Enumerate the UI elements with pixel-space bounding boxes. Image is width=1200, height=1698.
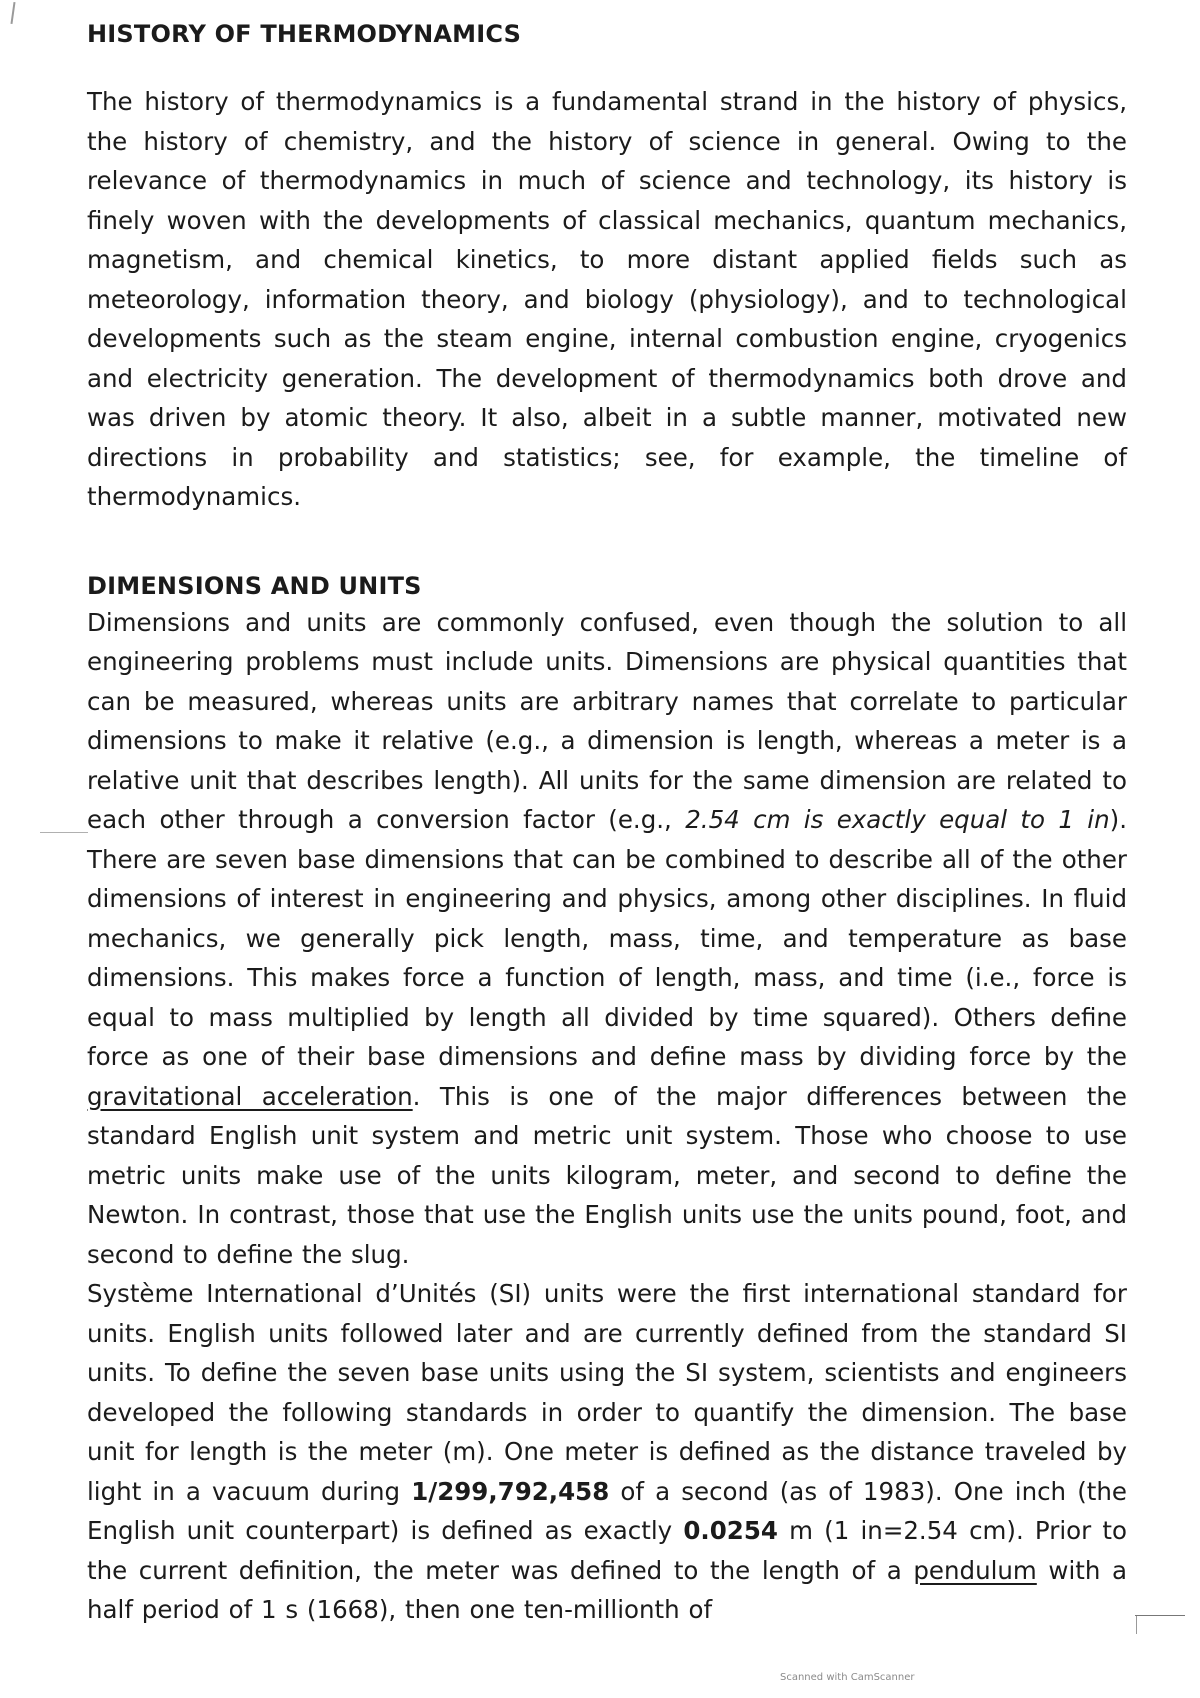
paragraph-text: with a half period of 1 s (1668), then one ten-millionth of <box>87 1555 1127 1624</box>
italic-example: 2.54 cm is exactly equal to 1 in <box>685 805 1110 834</box>
scan-corner-mark-vertical <box>1136 1616 1137 1634</box>
paragraph-text: Dimensions and units are commonly confused, even though the solution to all engineering problems must include units. Dimensions are physical quantities that can be measured, whereas units are arbitrary names that correlate to particular dimensions to make it relative (e.g., a dimension is length, whereas a meter is a relative unit that describes length). All units for the same dimension are related to each other through a conversion factor (e.g., <box>87 607 1127 834</box>
paragraph-text: of a second (as of 1983). One inch (the English unit counterpart) is defined as exactly <box>87 1476 1127 1545</box>
scanner-watermark: Scanned with CamScanner <box>780 1672 915 1683</box>
paragraph-text: Système International d’Unités (SI) units were the first international standard for units. English units followed later and are currently defined from the standard SI units. To define the seven base units using the SI system, scientists and engineers developed the following standards in order to quantify the dimension. The base unit for length is the meter (m). One meter is defined as the distance traveled by light in a vacuum during <box>87 1279 1127 1506</box>
dimensions-paragraph-2 <box>87 1274 1127 1630</box>
section-heading-dimensions: DIMENSIONS AND UNITS <box>87 571 422 600</box>
scan-artifact-mark <box>10 2 15 24</box>
dimensions-paragraph-1 <box>87 603 1127 1275</box>
paragraph-text: m (1 in=2.54 cm). Prior to the current definition, the meter was defined to the length of a <box>87 1516 1127 1585</box>
scan-corner-mark <box>1135 1615 1185 1616</box>
section-heading-history: HISTORY OF THERMODYNAMICS <box>87 20 522 48</box>
history-paragraph: The history of thermodynamics is a fundamental strand in the history of physics, the history of chemistry, and the history of science in general. Owing to the relevance of thermodynamics in much of science and technology, its history is finely woven with the developments of classical mechanics, quantum mechanics, magnetism, and chemical kinetics, to more distant applied fields such as meteorology, information theory, and biology (physiology), and to technological developments such as the steam engine, internal combustion engine, cryogenics and electricity generation. The development of thermodynamics both drove and was driven by atomic theory. It also, albeit in a subtle manner, motivated new directions in probability and statistics; see, for example, the timeline of thermodynamics. <box>87 87 1127 511</box>
gravitational-acceleration-link[interactable]: gravitational acceleration <box>87 1081 413 1111</box>
scan-artifact-line <box>40 832 88 833</box>
paragraph-text: . This is one of the major differences between the standard English unit system and metric unit system. Those who choose to use metric units make use of the units kilogram, meter, and second to define the Newton. In contrast, those that use the English units use the units pound, foot, and second to define the slug. <box>87 1081 1127 1269</box>
bold-value: 0.0254 <box>683 1516 778 1545</box>
pendulum-link[interactable]: pendulum <box>913 1555 1037 1585</box>
document-page <box>87 16 1127 1630</box>
bold-fraction: 1/299,792,458 <box>411 1476 610 1506</box>
paragraph-text: ). There are seven base dimensions that can be combined to describe all of the other dimensions of interest in engineering and physics, among other disciplines. In fluid mechanics, we generally pick length, mass, time, and temperature as base dimensions. This makes force a function of length, mass, and time (i.e., force is equal to mass multiplied by length all divided by time squared). Others define force as one of their base dimensions and define mass by dividing force by the <box>87 805 1127 1071</box>
